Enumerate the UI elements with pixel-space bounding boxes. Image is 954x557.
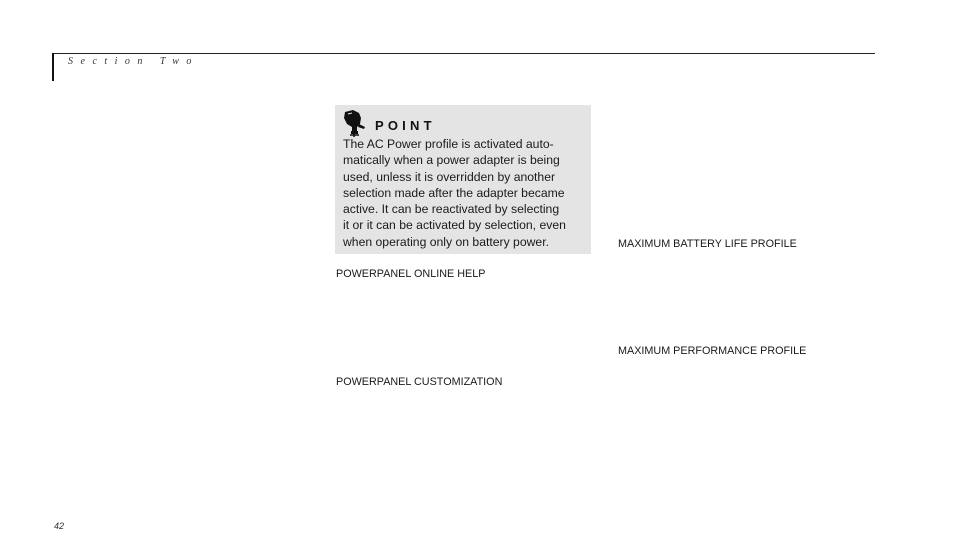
- heading-maximum-performance-profile: MAXIMUM PERFORMANCE PROFILE: [618, 345, 807, 357]
- point-header: [341, 109, 436, 137]
- header-rule: [53, 53, 875, 54]
- point-line: active. It can be reactivated by selecting: [343, 202, 560, 217]
- point-line: used, unless it is overridden by another: [343, 169, 556, 184]
- point-line: it or it can be activated by selection, even: [343, 218, 566, 233]
- point-title: POINT: [375, 117, 436, 133]
- point-line: selection made after the adapter became: [343, 185, 565, 200]
- point-line: The AC Power profile is activated auto-: [343, 137, 554, 151]
- heading-powerpanel-online-help: POWERPANEL ONLINE HELP: [336, 268, 486, 280]
- point-line: when operating only on battery power.: [343, 234, 549, 249]
- heading-maximum-battery-life-profile: MAXIMUM BATTERY LIFE PROFILE: [618, 238, 797, 250]
- header-tab-marker: [52, 53, 54, 81]
- section-label: Section Two: [68, 56, 199, 67]
- point-line: matically when a power adapter is being: [343, 153, 560, 168]
- point-callout: [335, 105, 591, 254]
- heading-powerpanel-customization: POWERPANEL CUSTOMIZATION: [336, 376, 503, 388]
- pointing-hand-icon: [341, 109, 367, 137]
- point-body: [343, 136, 587, 250]
- page-number: 42: [54, 521, 65, 531]
